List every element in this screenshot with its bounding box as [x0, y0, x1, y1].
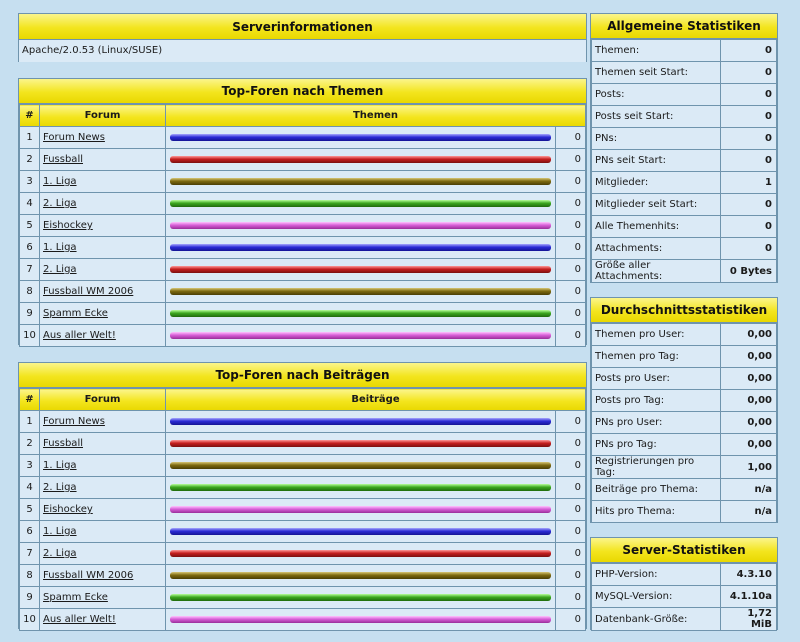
table-row: [20, 455, 586, 477]
forum-link[interactable]: Forum News: [43, 416, 105, 427]
count-cell: 0: [556, 521, 586, 543]
stat-value: 0,00: [721, 412, 777, 434]
stat-row: [592, 434, 777, 456]
count-cell: 0: [556, 193, 586, 215]
forum-link[interactable]: Aus aller Welt!: [43, 614, 116, 625]
stat-value: 0,00: [721, 390, 777, 412]
forum-link[interactable]: Spamm Ecke: [43, 308, 108, 319]
table-row: [20, 521, 586, 543]
table-row: [20, 499, 586, 521]
col-header-forum: Forum: [40, 105, 166, 127]
stat-row: [592, 368, 777, 390]
stat-bar: [170, 616, 551, 623]
table-row: [20, 609, 586, 631]
top-forums-posts-title: Top-Foren nach Beiträgen: [19, 363, 586, 388]
top-forums-posts-panel: [18, 362, 587, 629]
bar-cell: [166, 215, 556, 237]
table-row: [20, 237, 586, 259]
stat-label: Themen pro Tag:: [592, 346, 721, 368]
count-cell: 0: [556, 543, 586, 565]
stat-value: 1: [721, 172, 777, 194]
forum-link[interactable]: 1. Liga: [43, 526, 77, 537]
stat-row: [592, 564, 777, 586]
stat-label: Attachments:: [592, 238, 721, 260]
stat-row: [592, 238, 777, 260]
stat-value: 0: [721, 128, 777, 150]
top-forums-posts-table: [19, 388, 586, 631]
server-stats-panel: [590, 537, 778, 630]
forum-link[interactable]: Aus aller Welt!: [43, 330, 116, 341]
stat-value: 0: [721, 40, 777, 62]
stat-label: Datenbank-Größe:: [592, 608, 721, 631]
stat-label: Posts pro User:: [592, 368, 721, 390]
forum-link[interactable]: Spamm Ecke: [43, 592, 108, 603]
forum-cell: [40, 215, 166, 237]
forum-cell: [40, 237, 166, 259]
count-cell: 0: [556, 411, 586, 433]
forum-cell: [40, 587, 166, 609]
table-row: [20, 259, 586, 281]
bar-cell: [166, 411, 556, 433]
bar-cell: [166, 521, 556, 543]
stat-value: n/a: [721, 479, 777, 501]
stat-bar: [170, 418, 551, 425]
bar-cell: [166, 325, 556, 347]
stat-row: [592, 216, 777, 238]
stat-value: 0,00: [721, 324, 777, 346]
table-row: [20, 127, 586, 149]
stat-label: Größe aller Attachments:: [592, 260, 721, 283]
rank-number: 3: [20, 455, 40, 477]
forum-cell: [40, 565, 166, 587]
forum-cell: [40, 411, 166, 433]
stat-bar: [170, 156, 551, 163]
bar-cell: [166, 609, 556, 631]
bar-cell: [166, 303, 556, 325]
forum-link[interactable]: Fussball WM 2006: [43, 286, 134, 297]
stat-label: Posts:: [592, 84, 721, 106]
stat-value: 0: [721, 216, 777, 238]
stat-label: Beiträge pro Thema:: [592, 479, 721, 501]
bar-cell: [166, 477, 556, 499]
count-cell: 0: [556, 127, 586, 149]
col-header-num: #: [20, 389, 40, 411]
stat-value: 4.1.10a: [721, 586, 777, 608]
forum-link[interactable]: 2. Liga: [43, 548, 77, 559]
stat-bar: [170, 506, 551, 513]
stat-label: PHP-Version:: [592, 564, 721, 586]
rank-number: 7: [20, 259, 40, 281]
count-cell: 0: [556, 565, 586, 587]
stat-label: Mitglieder:: [592, 172, 721, 194]
count-cell: 0: [556, 499, 586, 521]
stat-label: PNs pro User:: [592, 412, 721, 434]
stat-value: 1,00: [721, 456, 777, 479]
count-cell: 0: [556, 215, 586, 237]
count-cell: 0: [556, 259, 586, 281]
stat-label: MySQL-Version:: [592, 586, 721, 608]
stat-value: 0: [721, 62, 777, 84]
avg-stats-panel: [590, 297, 778, 523]
table-row: [20, 325, 586, 347]
forum-cell: [40, 521, 166, 543]
rank-number: 10: [20, 325, 40, 347]
count-cell: 0: [556, 609, 586, 631]
forum-link[interactable]: Eishockey: [43, 220, 93, 231]
rank-number: 7: [20, 543, 40, 565]
stat-value: 0: [721, 238, 777, 260]
table-row: [20, 477, 586, 499]
stat-bar: [170, 200, 551, 207]
count-cell: 0: [556, 587, 586, 609]
server-stats-table: [591, 563, 777, 631]
stat-bar: [170, 594, 551, 601]
table-row: [20, 411, 586, 433]
forum-link[interactable]: Fussball WM 2006: [43, 570, 134, 581]
count-cell: 0: [556, 477, 586, 499]
bar-cell: [166, 543, 556, 565]
forum-cell: [40, 259, 166, 281]
rank-number: 5: [20, 215, 40, 237]
stat-value: 0,00: [721, 368, 777, 390]
forum-link[interactable]: 1. Liga: [43, 460, 77, 471]
forum-cell: [40, 609, 166, 631]
general-stats-panel: [590, 13, 778, 283]
bar-cell: [166, 259, 556, 281]
stat-row: [592, 324, 777, 346]
rank-number: 4: [20, 477, 40, 499]
stat-bar: [170, 332, 551, 339]
stat-row: [592, 62, 777, 84]
stat-bar: [170, 310, 551, 317]
stat-row: [592, 412, 777, 434]
stat-label: PNs seit Start:: [592, 150, 721, 172]
table-row: [20, 149, 586, 171]
bar-cell: [166, 193, 556, 215]
forum-link[interactable]: Fussball: [43, 438, 83, 449]
rank-number: 6: [20, 237, 40, 259]
stat-bar: [170, 550, 551, 557]
stat-row: [592, 346, 777, 368]
stat-row: [592, 608, 777, 631]
count-cell: 0: [556, 455, 586, 477]
stat-label: Themen:: [592, 40, 721, 62]
avg-stats-table: [591, 323, 777, 523]
count-cell: 0: [556, 325, 586, 347]
rank-number: 3: [20, 171, 40, 193]
stat-bar: [170, 484, 551, 491]
rank-number: 8: [20, 281, 40, 303]
table-row: [20, 565, 586, 587]
stat-bar: [170, 178, 551, 185]
stat-value: 0: [721, 106, 777, 128]
stat-row: [592, 194, 777, 216]
stat-value: 0 Bytes: [721, 260, 777, 283]
forum-cell: [40, 433, 166, 455]
forum-cell: [40, 193, 166, 215]
forum-cell: [40, 171, 166, 193]
count-cell: 0: [556, 303, 586, 325]
bar-cell: [166, 281, 556, 303]
count-cell: 0: [556, 149, 586, 171]
rank-number: 1: [20, 411, 40, 433]
rank-number: 2: [20, 433, 40, 455]
bar-cell: [166, 565, 556, 587]
forum-link[interactable]: 2. Liga: [43, 264, 77, 275]
stat-value: 0,00: [721, 434, 777, 456]
server-stats-title: Server-Statistiken: [591, 538, 777, 563]
stat-value: 0: [721, 84, 777, 106]
stat-row: [592, 150, 777, 172]
rank-number: 10: [20, 609, 40, 631]
forum-cell: [40, 127, 166, 149]
server-info-value: Apache/2.0.53 (Linux/SUSE): [19, 40, 586, 62]
top-forums-topics-title: Top-Foren nach Themen: [19, 79, 586, 104]
stat-row: [592, 40, 777, 62]
stat-label: Registrierungen pro Tag:: [592, 456, 721, 479]
stat-bar: [170, 134, 551, 141]
stat-row: [592, 106, 777, 128]
stat-value: 4.3.10: [721, 564, 777, 586]
forum-link[interactable]: 2. Liga: [43, 482, 77, 493]
general-stats-table: [591, 39, 777, 283]
bar-cell: [166, 499, 556, 521]
forum-link[interactable]: 1. Liga: [43, 242, 77, 253]
bar-cell: [166, 171, 556, 193]
stat-label: Themen seit Start:: [592, 62, 721, 84]
stat-value: 0: [721, 194, 777, 216]
table-row: [20, 215, 586, 237]
forum-cell: [40, 149, 166, 171]
top-forums-topics-panel: [18, 78, 587, 345]
bar-cell: [166, 455, 556, 477]
forum-cell: [40, 455, 166, 477]
stat-label: Themen pro User:: [592, 324, 721, 346]
rank-number: 1: [20, 127, 40, 149]
top-forums-topics-table: [19, 104, 586, 347]
count-cell: 0: [556, 171, 586, 193]
forum-link[interactable]: Forum News: [43, 132, 105, 143]
col-header-metric: Beiträge: [166, 389, 586, 411]
forum-cell: [40, 499, 166, 521]
stat-row: [592, 456, 777, 479]
rank-number: 2: [20, 149, 40, 171]
general-stats-title: Allgemeine Statistiken: [591, 14, 777, 39]
forum-link[interactable]: 1. Liga: [43, 176, 77, 187]
stat-bar: [170, 266, 551, 273]
bar-cell: [166, 149, 556, 171]
table-row: [20, 171, 586, 193]
stat-label: PNs:: [592, 128, 721, 150]
stat-label: Posts seit Start:: [592, 106, 721, 128]
stat-bar: [170, 462, 551, 469]
stat-row: [592, 479, 777, 501]
server-info-panel: [18, 13, 587, 62]
stat-bar: [170, 244, 551, 251]
stat-value: n/a: [721, 501, 777, 523]
rank-number: 8: [20, 565, 40, 587]
count-cell: 0: [556, 237, 586, 259]
stat-row: [592, 128, 777, 150]
table-row: [20, 433, 586, 455]
stat-value: 0,00: [721, 346, 777, 368]
col-header-num: #: [20, 105, 40, 127]
stat-value: 1,72 MiB: [721, 608, 777, 631]
stat-bar: [170, 222, 551, 229]
stat-bar: [170, 288, 551, 295]
forum-cell: [40, 325, 166, 347]
rank-number: 6: [20, 521, 40, 543]
stat-row: [592, 172, 777, 194]
stat-bar: [170, 440, 551, 447]
forum-link[interactable]: 2. Liga: [43, 198, 77, 209]
server-info-title: Serverinformationen: [19, 14, 586, 40]
forum-cell: [40, 477, 166, 499]
forum-cell: [40, 303, 166, 325]
rank-number: 5: [20, 499, 40, 521]
bar-cell: [166, 127, 556, 149]
bar-cell: [166, 587, 556, 609]
rank-number: 9: [20, 587, 40, 609]
stat-row: [592, 586, 777, 608]
stat-label: Hits pro Thema:: [592, 501, 721, 523]
count-cell: 0: [556, 281, 586, 303]
stat-label: Mitglieder seit Start:: [592, 194, 721, 216]
stat-value: 0: [721, 150, 777, 172]
stat-label: Alle Themenhits:: [592, 216, 721, 238]
bar-cell: [166, 433, 556, 455]
forum-cell: [40, 281, 166, 303]
stat-label: Posts pro Tag:: [592, 390, 721, 412]
table-row: [20, 587, 586, 609]
table-row: [20, 303, 586, 325]
table-row: [20, 543, 586, 565]
forum-link[interactable]: Eishockey: [43, 504, 93, 515]
bar-cell: [166, 237, 556, 259]
stat-bar: [170, 572, 551, 579]
stat-bar: [170, 528, 551, 535]
rank-number: 4: [20, 193, 40, 215]
forum-cell: [40, 543, 166, 565]
col-header-forum: Forum: [40, 389, 166, 411]
stat-row: [592, 84, 777, 106]
stat-row: [592, 260, 777, 283]
avg-stats-title: Durchschnittsstatistiken: [591, 298, 777, 323]
rank-number: 9: [20, 303, 40, 325]
count-cell: 0: [556, 433, 586, 455]
table-row: [20, 281, 586, 303]
stat-label: PNs pro Tag:: [592, 434, 721, 456]
forum-link[interactable]: Fussball: [43, 154, 83, 165]
col-header-metric: Themen: [166, 105, 586, 127]
stat-row: [592, 501, 777, 523]
stat-row: [592, 390, 777, 412]
table-row: [20, 193, 586, 215]
